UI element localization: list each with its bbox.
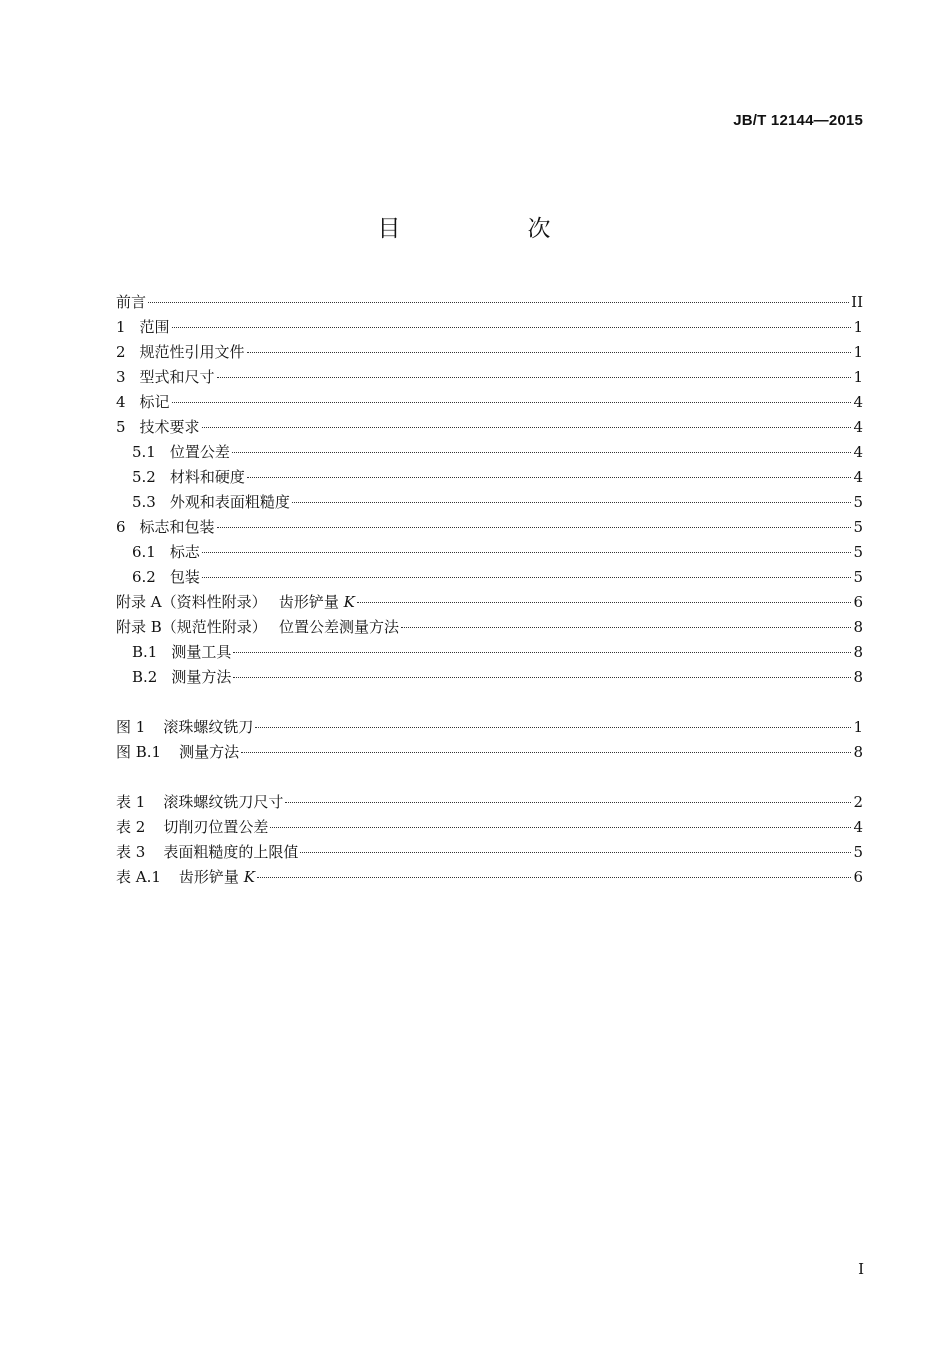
toc-sections bbox=[116, 290, 863, 690]
toc-entry-number: 6.1 bbox=[132, 543, 156, 561]
toc-entry-page: 4 bbox=[853, 393, 863, 411]
toc-entry[interactable] bbox=[116, 540, 863, 565]
dot-leader bbox=[172, 327, 852, 328]
toc-entry-label: 材料和硬度 bbox=[169, 468, 245, 486]
toc-entry[interactable] bbox=[116, 840, 863, 865]
dot-leader bbox=[202, 577, 852, 578]
toc-entry-label: 测量方法 bbox=[171, 668, 232, 686]
dot-leader bbox=[202, 552, 852, 553]
toc-entry-label: 滚珠螺纹铣刀 bbox=[163, 718, 254, 736]
toc-entry-label: 附录 A（资料性附录） 齿形铲量 K bbox=[116, 593, 355, 611]
dot-leader bbox=[217, 527, 852, 528]
dot-leader bbox=[233, 652, 851, 653]
toc-entry-page: 1 bbox=[853, 318, 863, 336]
toc-entry-page: 4 bbox=[853, 468, 863, 486]
toc-entry[interactable] bbox=[116, 315, 863, 340]
toc-entry-page: 2 bbox=[853, 793, 863, 811]
toc-entry-number: 1 bbox=[116, 318, 126, 336]
toc-entry[interactable] bbox=[116, 390, 863, 415]
toc-entry-label: 型式和尺寸 bbox=[139, 368, 215, 386]
dot-leader bbox=[300, 852, 851, 853]
toc-entry-label: 齿形铲量 K bbox=[178, 868, 255, 886]
toc-entry[interactable] bbox=[116, 565, 863, 590]
toc-entry-number: 5.3 bbox=[132, 493, 156, 511]
toc-entry-label: 范围 bbox=[139, 318, 170, 336]
toc-entry-number: 6.2 bbox=[132, 568, 156, 586]
toc-entry[interactable] bbox=[116, 665, 863, 690]
dot-leader bbox=[217, 377, 852, 378]
toc-entry-page: 4 bbox=[853, 418, 863, 436]
toc-tables bbox=[116, 790, 863, 890]
dot-leader bbox=[233, 677, 851, 678]
toc-entry-label: 技术要求 bbox=[139, 418, 200, 436]
dot-leader bbox=[401, 627, 851, 628]
toc-entry-number: B.1 bbox=[132, 643, 158, 661]
page-number: I bbox=[858, 1260, 864, 1278]
toc-entry-number: 表 1 bbox=[116, 793, 146, 811]
toc-entry-label: 标志 bbox=[169, 543, 200, 561]
table-of-contents bbox=[116, 290, 863, 890]
toc-entry-label: 位置公差 bbox=[169, 443, 230, 461]
toc-entry-number: 5 bbox=[116, 418, 126, 436]
toc-entry-label: 标记 bbox=[139, 393, 170, 411]
toc-entry[interactable] bbox=[116, 740, 863, 765]
toc-entry-page: 6 bbox=[853, 868, 863, 886]
toc-entry-page: 5 bbox=[853, 493, 863, 511]
standard-code: JB/T 12144—2015 bbox=[733, 112, 863, 129]
toc-entry-page: 5 bbox=[853, 543, 863, 561]
toc-entry[interactable] bbox=[116, 490, 863, 515]
toc-entry-page: 1 bbox=[853, 718, 863, 736]
toc-entry-number: 2 bbox=[116, 343, 126, 361]
toc-entry-page: 8 bbox=[853, 618, 863, 636]
toc-entry-label: 表面粗糙度的上限值 bbox=[163, 843, 299, 861]
toc-entry-page: 8 bbox=[853, 743, 863, 761]
toc-entry-page: II bbox=[851, 293, 863, 311]
toc-entry-number: B.2 bbox=[132, 668, 158, 686]
toc-entry-label: 前言 bbox=[116, 293, 147, 311]
dot-leader bbox=[232, 452, 852, 453]
toc-entry[interactable] bbox=[116, 365, 863, 390]
dot-leader bbox=[148, 302, 849, 303]
toc-entry-label: 测量工具 bbox=[171, 643, 232, 661]
toc-entry-page: 5 bbox=[853, 518, 863, 536]
toc-entry-page: 8 bbox=[853, 643, 863, 661]
toc-entry-label: 滚珠螺纹铣刀尺寸 bbox=[163, 793, 284, 811]
toc-entry-page: 4 bbox=[853, 818, 863, 836]
dot-leader bbox=[247, 477, 852, 478]
toc-entry-label: 规范性引用文件 bbox=[139, 343, 245, 361]
dot-leader bbox=[255, 727, 851, 728]
toc-entry[interactable] bbox=[116, 590, 863, 615]
toc-entry[interactable] bbox=[116, 290, 863, 315]
toc-entry[interactable] bbox=[116, 790, 863, 815]
toc-entry[interactable] bbox=[116, 515, 863, 540]
toc-entry-label: 包装 bbox=[169, 568, 200, 586]
toc-entry[interactable] bbox=[116, 815, 863, 840]
toc-entry[interactable] bbox=[116, 465, 863, 490]
toc-entry[interactable] bbox=[116, 615, 863, 640]
toc-entry-number: 3 bbox=[116, 368, 126, 386]
toc-entry-label: 切削刃位置公差 bbox=[163, 818, 269, 836]
dot-leader bbox=[202, 427, 852, 428]
toc-entry-label: 标志和包装 bbox=[139, 518, 215, 536]
dot-leader bbox=[257, 877, 852, 878]
page-title: 目 次 bbox=[377, 216, 603, 242]
toc-entry-page: 1 bbox=[853, 368, 863, 386]
toc-entry[interactable] bbox=[116, 440, 863, 465]
toc-entry-page: 5 bbox=[853, 568, 863, 586]
dot-leader bbox=[270, 827, 851, 828]
toc-entry[interactable] bbox=[116, 715, 863, 740]
dot-leader bbox=[241, 752, 851, 753]
toc-entry-label: 测量方法 bbox=[179, 743, 240, 761]
dot-leader bbox=[247, 352, 852, 353]
dot-leader bbox=[285, 802, 851, 803]
toc-entry-number: 6 bbox=[116, 518, 126, 536]
toc-entry-label: 外观和表面粗糙度 bbox=[169, 493, 290, 511]
toc-entry-page: 8 bbox=[853, 668, 863, 686]
toc-entry-page: 5 bbox=[853, 843, 863, 861]
toc-entry-number: 表 A.1 bbox=[116, 868, 161, 886]
dot-leader bbox=[292, 502, 852, 503]
toc-entry[interactable] bbox=[116, 640, 863, 665]
toc-entry-number: 图 1 bbox=[116, 718, 146, 736]
toc-entry[interactable] bbox=[116, 865, 863, 890]
toc-entry-number: 表 2 bbox=[116, 818, 146, 836]
toc-entry[interactable] bbox=[116, 340, 863, 365]
dot-leader bbox=[172, 402, 852, 403]
toc-entry-page: 6 bbox=[853, 593, 863, 611]
dot-leader bbox=[357, 602, 852, 603]
toc-entry-page: 4 bbox=[853, 443, 863, 461]
toc-entry[interactable] bbox=[116, 415, 863, 440]
toc-entry-number: 5.1 bbox=[132, 443, 156, 461]
toc-figures bbox=[116, 715, 863, 765]
toc-entry-number: 图 B.1 bbox=[116, 743, 162, 761]
toc-entry-page: 1 bbox=[853, 343, 863, 361]
toc-entry-number: 4 bbox=[116, 393, 126, 411]
toc-entry-number: 5.2 bbox=[132, 468, 156, 486]
toc-entry-label: 附录 B（规范性附录） 位置公差测量方法 bbox=[116, 618, 400, 636]
toc-entry-number: 表 3 bbox=[116, 843, 146, 861]
